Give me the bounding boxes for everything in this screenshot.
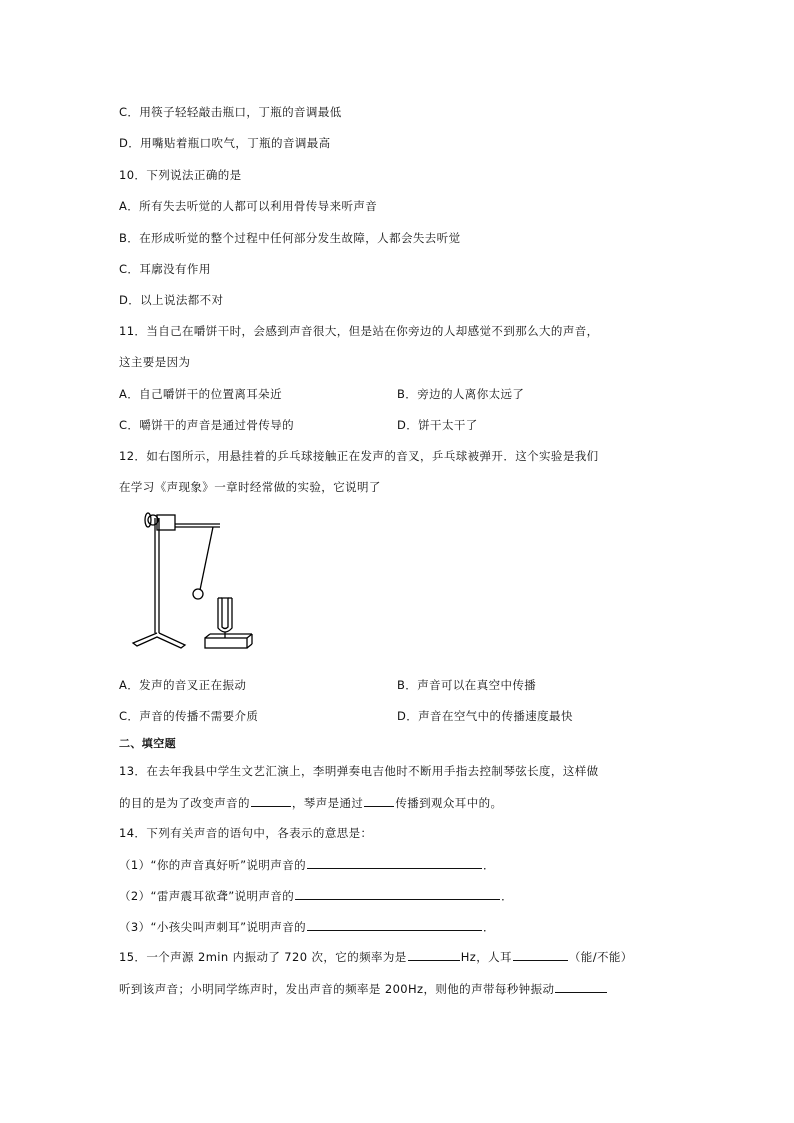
q11-option-c: C．嚼饼干的声音是通过骨传导的 bbox=[119, 418, 295, 432]
q12-option-d: D．声音在空气中的传播速度最快 bbox=[397, 709, 573, 723]
q15-text-d: 听到该声音；小明同学练声时，发出声音的频率是 200Hz，则他的声带每秒钟振动 bbox=[119, 982, 555, 996]
q14-item-1-end: ． bbox=[483, 858, 495, 872]
q15-text-a: 15．一个声源 2min 内振动了 720 次，它的频率为是 bbox=[119, 950, 407, 964]
q14-item-2-end: ． bbox=[501, 889, 514, 903]
q14-blank-3[interactable] bbox=[307, 918, 482, 931]
q14-item-2-text: （2）“雷声震耳欲聋”说明声音的 bbox=[119, 889, 295, 903]
q11-option-b: B．旁边的人离你太远了 bbox=[397, 387, 525, 401]
q13-text-c: 传播到观众耳中的。 bbox=[395, 796, 503, 810]
q13-line1: 13．在去年我县中学生文艺汇演上，李明弹奏电吉他时不断用手指去控制琴弦长度，这样做 bbox=[119, 764, 599, 778]
q11-option-a: A．自己嚼饼干的位置离耳朵近 bbox=[119, 387, 282, 401]
q13-line2 bbox=[119, 794, 502, 811]
q12-stem-line2: 在学习《声现象》一章时经常做的实验，它说明了 bbox=[119, 480, 381, 494]
q15-text-c: （能/不能） bbox=[568, 950, 633, 964]
q13-blank-2[interactable] bbox=[364, 794, 394, 807]
q12-option-b: B．声音可以在真空中传播 bbox=[397, 678, 537, 692]
q12-stem-line1: 12．如右图所示，用悬挂着的乒乓球接触正在发声的音叉，乒乓球被弹开．这个实验是我们 bbox=[119, 449, 599, 463]
q12-option-c: C．声音的传播不需要介质 bbox=[119, 709, 259, 723]
q10-option-d: D．以上说法都不对 bbox=[119, 293, 224, 307]
q15-text-b: Hz，人耳 bbox=[460, 950, 512, 964]
q14-blank-2[interactable] bbox=[295, 887, 500, 900]
tuning-fork-figure bbox=[125, 508, 260, 653]
q13-blank-1[interactable] bbox=[251, 794, 291, 807]
q11-option-d: D．饼干太干了 bbox=[397, 418, 478, 432]
q14-item-1 bbox=[119, 856, 495, 873]
q14-item-3-text: （3）“小孩尖叫声刺耳”说明声音的 bbox=[119, 920, 307, 934]
q15-line1 bbox=[119, 948, 633, 965]
q10-option-b: B．在形成听觉的整个过程中任何部分发生故障，人都会失去听觉 bbox=[119, 231, 461, 245]
q12-option-a: A．发声的音叉正在振动 bbox=[119, 678, 247, 692]
q15-blank-3[interactable] bbox=[555, 980, 607, 993]
q14-stem: 14．下列有关声音的语句中，各表示的意思是： bbox=[119, 826, 373, 840]
q14-item-2 bbox=[119, 887, 513, 904]
q15-blank-2[interactable] bbox=[513, 948, 568, 961]
q9-option-c: C．用筷子轻轻敲击瓶口，丁瓶的音调最低 bbox=[119, 105, 342, 119]
q14-item-3 bbox=[119, 918, 495, 935]
q9-option-d: D．用嘴贴着瓶口吹气，丁瓶的音调最高 bbox=[119, 136, 331, 150]
q13-text-b: ，琴声是通过 bbox=[291, 796, 364, 810]
q14-item-3-end: ． bbox=[483, 920, 495, 934]
q15-line2 bbox=[119, 980, 608, 997]
q10-stem: 10．下列说法正确的是 bbox=[119, 168, 242, 182]
q11-stem-line2: 这主要是因为 bbox=[119, 355, 191, 369]
q13-text-a: 的目的是为了改变声音的 bbox=[119, 796, 250, 810]
q15-blank-1[interactable] bbox=[408, 948, 460, 961]
q10-option-a: A．所有失去听觉的人都可以利用骨传导来听声音 bbox=[119, 199, 378, 213]
q10-option-c: C．耳廓没有作用 bbox=[119, 262, 211, 276]
q14-item-1-text: （1）“你的声音真好听”说明声音的 bbox=[119, 858, 307, 872]
q14-blank-1[interactable] bbox=[307, 856, 482, 869]
section-title-fill-in: 二、填空题 bbox=[119, 737, 176, 750]
q11-stem-line1: 11．当自己在嚼饼干时，会感到声音很大，但是站在你旁边的人却感觉不到那么大的声音， bbox=[119, 324, 599, 338]
